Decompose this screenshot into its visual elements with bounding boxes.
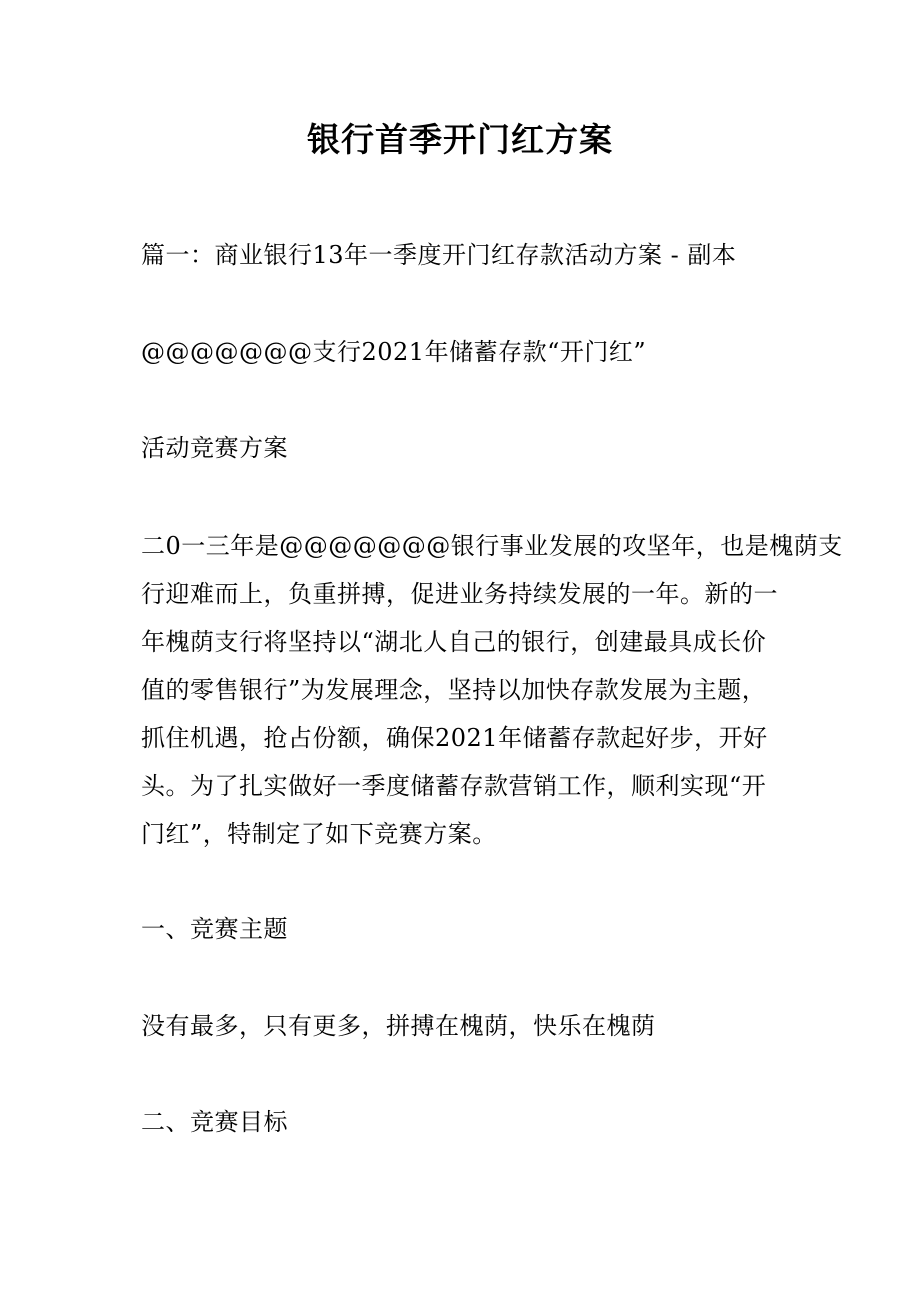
intro-line-6: 头。为了扎实做好一季度储蓄存款营销工作，顺利实现“开 bbox=[141, 772, 767, 800]
intro-paragraph bbox=[141, 522, 843, 858]
intro-line-2: 行迎难而上，负重拼搏，促进业务持续发展的一年。新的一 bbox=[141, 580, 778, 608]
document-title: 银行首季开门红方案 bbox=[307, 120, 613, 159]
intro-line-3: 年槐荫支行将坚持以“湖北人自己的银行，创建最具成长价 bbox=[141, 628, 767, 656]
heading-competition-theme: 一、竞赛主题 bbox=[141, 915, 288, 943]
intro-line-1: 二0一三年是@@@@@@@银行事业发展的攻坚年，也是槐荫支 bbox=[141, 532, 843, 560]
theme-text: 没有最多，只有更多，拼搏在槐荫，快乐在槐荫 bbox=[141, 1012, 656, 1040]
heading-competition-goal: 二、竞赛目标 bbox=[141, 1108, 288, 1136]
subtitle-line-1: @@@@@@@支行2021年储蓄存款“开门红” bbox=[141, 338, 647, 366]
intro-line-5: 抓住机遇，抢占份额，确保2021年储蓄存款起好步，开好 bbox=[141, 724, 768, 752]
subtitle-line-2: 活动竞赛方案 bbox=[141, 434, 288, 462]
intro-line-7: 门红”，特制定了如下竞赛方案。 bbox=[141, 820, 497, 848]
section-heading: 篇一：商业银行13年一季度开门红存款活动方案 - 副本 bbox=[141, 241, 737, 269]
intro-line-4: 值的零售银行”为发展理念，坚持以加快存款发展为主题， bbox=[141, 676, 767, 704]
